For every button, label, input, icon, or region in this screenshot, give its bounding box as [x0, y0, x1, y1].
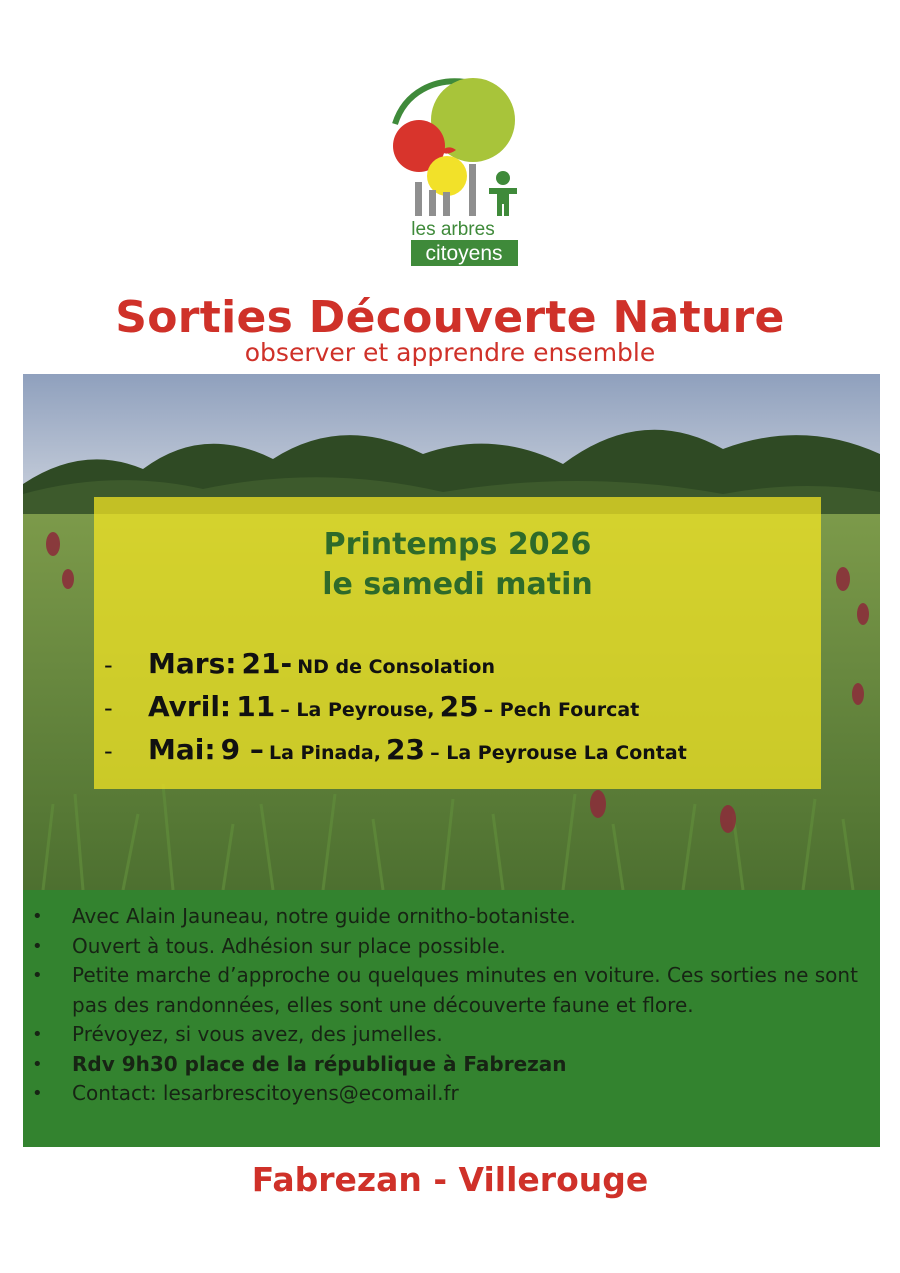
info-item	[23, 1050, 880, 1080]
month-label: Mai:	[148, 733, 216, 766]
footer-location: Fabrezan - Villerouge	[251, 1160, 649, 1199]
schedule-row-avril	[94, 690, 821, 733]
logo-trunk	[415, 182, 422, 216]
info-text: Avec Alain Jauneau, notre guide ornitho-botaniste.	[72, 904, 576, 928]
info-text: Ouvert à tous. Adhésion sur place possible.	[72, 933, 506, 958]
bullet: •	[32, 935, 43, 957]
day-number: 23	[386, 733, 426, 766]
season-title: Printemps 2026	[323, 527, 592, 562]
schedule-list	[94, 647, 821, 776]
page-title: Sorties Découverte Nature	[115, 292, 785, 343]
info-panel	[23, 890, 880, 1147]
info-item	[23, 1020, 880, 1050]
season-subtitle: le samedi matin	[322, 567, 593, 602]
month-label: Avril:	[148, 690, 232, 723]
bullet: •	[32, 965, 43, 986]
info-list	[23, 902, 880, 1109]
bullet: •	[32, 1024, 43, 1045]
day-number: 11	[236, 690, 276, 723]
bullet: •	[32, 906, 43, 927]
schedule-row-mars	[94, 647, 821, 690]
logo-person-head	[496, 171, 510, 185]
info-item	[23, 902, 880, 932]
contact-info: Contact: lesarbrescitoyens@ecomail.fr	[72, 1081, 459, 1105]
place-name: – La Peyrouse La Contat	[430, 742, 687, 764]
list-dash: -	[104, 694, 113, 722]
logo-graphic	[385, 72, 525, 272]
info-text: Petite marche d’approche ou quelques minutes en voiture. Ces sorties ne sont pas des randonnées, elles sont une découverte faune et flore.	[72, 963, 858, 1017]
logo-trunk	[469, 164, 476, 216]
info-item	[23, 1079, 880, 1109]
place-name: – Pech Fourcat	[483, 699, 640, 721]
schedule-row-mai	[94, 733, 821, 776]
info-item	[23, 961, 880, 1020]
logo-text-line2: citoyens	[425, 242, 503, 265]
logo	[385, 72, 525, 272]
meeting-info: Rdv 9h30 place de la république à Fabrezan	[72, 1051, 567, 1076]
info-text: Prévoyez, si vous avez, des jumelles.	[72, 1022, 443, 1046]
list-dash: -	[104, 651, 113, 679]
bullet: •	[32, 1083, 43, 1104]
day-number: 25	[439, 690, 479, 723]
page-subtitle: observer et apprendre ensemble	[244, 338, 656, 367]
schedule-panel	[94, 497, 821, 789]
place-name: ND de Consolation	[297, 656, 496, 678]
logo-trunk	[443, 192, 450, 216]
logo-person-body	[489, 188, 517, 216]
place-name: La Pinada,	[268, 742, 381, 764]
list-dash: -	[104, 737, 113, 765]
day-number: 9 –	[220, 733, 264, 766]
place-name: – La Peyrouse,	[280, 699, 435, 721]
logo-trunk	[429, 190, 436, 216]
day-number: 21-	[241, 647, 293, 680]
bullet: •	[32, 1053, 43, 1075]
info-item	[23, 932, 880, 962]
month-label: Mars:	[148, 647, 237, 680]
logo-text-line1: les arbres	[411, 219, 495, 240]
